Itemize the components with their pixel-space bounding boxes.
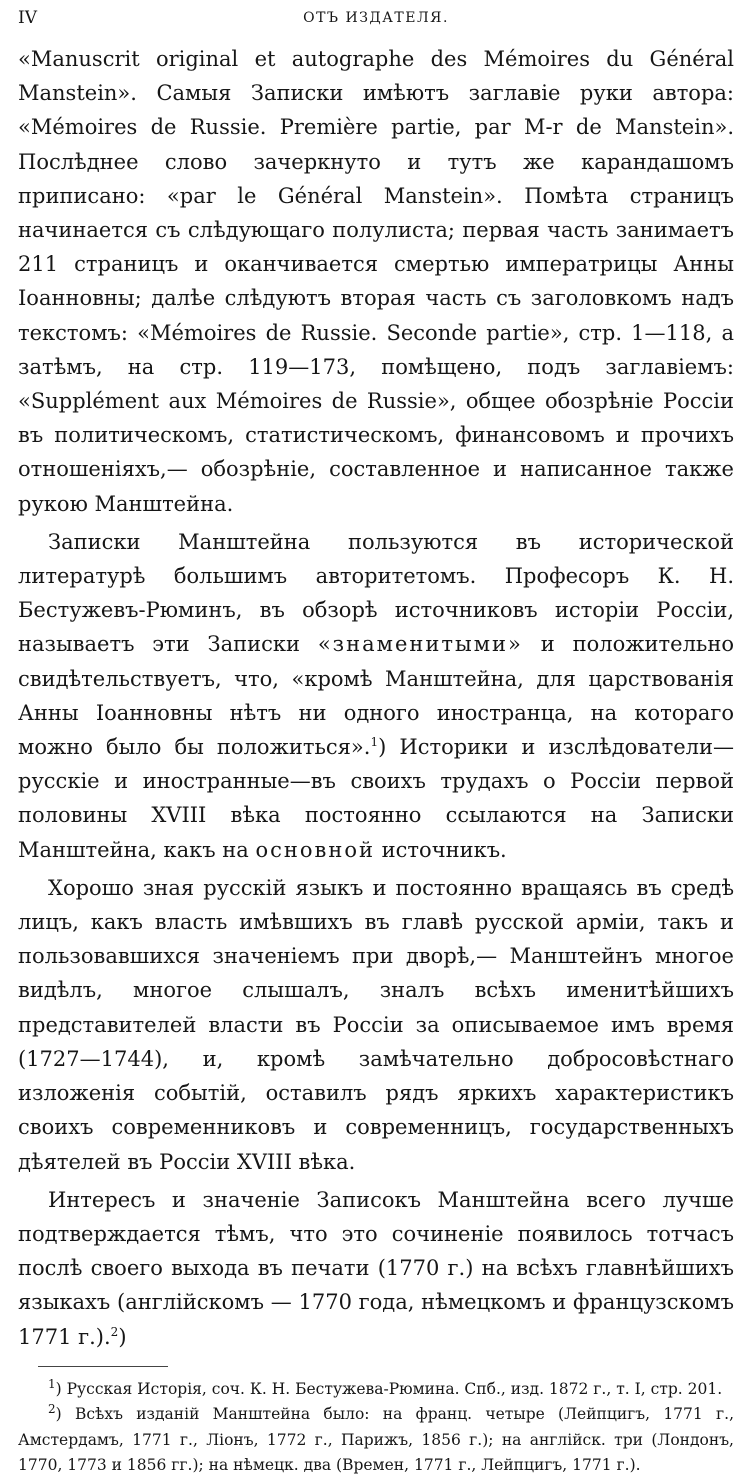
paragraph-4: Интересъ и значеніе Записокъ Манштейна всего лучше подтверждается тѣмъ, что это сочиненіе появилось тотчасъ послѣ своего выхода въ печати (1770 г.) на всѣхъ главнѣйшихъ языкахъ (англійскомъ — 1770 года, нѣмецкомъ и французскомъ 1771 г.).$^2$)	[18, 1187, 734, 1349]
footnote-divider	[38, 1366, 168, 1367]
paragraph-2-part-f: источникъ.	[381, 837, 507, 862]
paragraph-1: «Manuscrit original et autographe des Mémoires du Général Manstein». Самыя Записки имѣютъ заглавіе руки автора: «Mémoires de Russie. Première partie, par M-r de Manstein». Послѣднее слово зачеркнуто и тутъ же карандашомъ приписано: «par le Général Manstein». Помѣта страницъ начинается съ слѣдующаго полулиста; первая часть занимаетъ 211 страницъ и оканчивается смертью императрицы Анны Іоанновны; далѣе слѣдуютъ вторая часть съ заголовкомъ надъ текстомъ: «Mémoires de Russie. Seconde partie», стр. 1—118, а затѣмъ, на стр. 119—173, помѣщено, подъ заглавіемъ: «Supplément aux Mémoires de Russie», общее обозрѣніе Россіи въ политическомъ, статистическомъ, финансовомъ и прочихъ отношеніяхъ,— обозрѣніе, составленное и написанное также рукою Манштейна.	[18, 47, 734, 516]
footnotes	[18, 1377, 734, 1479]
page-header	[18, 0, 734, 42]
emphasis-famous: «знаменитыми»	[317, 632, 523, 657]
footnote-1: $^1$) Русская Исторія, соч. К. Н. Бестужева-Рюмина. Спб., изд. 1872 г., т. I, стр. 201.	[48, 1376, 723, 1398]
emphasis-main: основной	[255, 837, 375, 862]
paragraph-3: Хорошо зная русскій языкъ и постоянно вращаясь въ средѣ лицъ, какъ власть имѣвшихъ въ главѣ русской арміи, такъ и пользовавшихся значеніемъ при дворѣ,— Манштейнъ многое видѣлъ, многое слышалъ, зналъ всѣхъ именитѣйшихъ представителей власти въ Россіи за описываемое имъ время (1727—1744), и, кромѣ замѣчательно добросовѣстнаго изложенія событій, оставилъ рядъ яркихъ характеристикъ своихъ современниковъ и современницъ, государственныхъ дѣятелей въ Россіи XVIII вѣка.	[18, 875, 734, 1174]
footnote-ref-2: 2	[110, 1324, 119, 1339]
footnote-2-text: Всѣхъ изданій Манштейна было: на франц. четыре (Лейпцигъ, 1771 г., Амстердамъ, 1771 г., Ліонъ, 1772 г., Парижъ, 1856 г.); на англійск. три (Лондонъ, 1770, 1773 и 1856 гг.); на нѣмецк. два (Времен, 1771 г., Лейпцигъ, 1771 г.).	[18, 1405, 734, 1475]
footnote-ref-1: 1	[370, 735, 379, 750]
paragraph-2: Записки Манштейна пользуются въ исторической литературѣ большимъ авторитетомъ. Професоръ К. Н. Бестужевъ-Рюминъ, въ обзорѣ источниковъ исторіи Россіи, называетъ эти Записки «знаменитыми» и положительно свидѣтельствуетъ, что, «кромѣ Манштейна, для царствованія Анны Іоанновны нѣтъ ни одного иностранца, на котораго можно было бы положиться».$^1$) Историки и изслѣдователи—русскіе и иностранные—въ своихъ трудахъ о Россіи первой половины XVIII вѣка постоянно ссылаются на Записки Манштейна, какъ на основной источникъ.	[18, 529, 734, 862]
paragraph-2-part-a: Записки Манштейна пользуются въ исторической литературѣ большимъ авторитетомъ. Професоръ К. Н. Бестужевъ-Рюминъ, въ обзорѣ источниковъ исторіи Россіи, называетъ эти Записки	[18, 529, 734, 657]
paragraph-2-part-c: и положительно свидѣтельствуетъ, что, «кромѣ Манштейна, для царствованія Анны Іоанновны нѣтъ ни одного иностранца, на котораго можно было бы положиться».	[18, 632, 734, 760]
paragraph-4-text: Интересъ и значеніе Записокъ Манштейна всего лучше подтверждается тѣмъ, что это сочиненіе появилось тотчасъ послѣ своего выхода въ печати (1770 г.) на всѣхъ главнѣйшихъ языкахъ (англійскомъ — 1770 года, нѣмецкомъ и французскомъ 1771 г.).	[18, 1187, 734, 1349]
footnote-1-text: Русская Исторія, соч. К. Н. Бестужева-Рюмина. Спб., изд. 1872 г., т. I, стр. 201.	[66, 1379, 723, 1398]
page-number: IV	[18, 8, 37, 28]
running-title: ОТЪ ИЗДАТЕЛЯ.	[303, 10, 449, 26]
footnote-2: $^2$) Всѣхъ изданій Манштейна было: на франц. четыре (Лейпцигъ, 1771 г., Амстердамъ, 1771 г., Ліонъ, 1772 г., Парижъ, 1856 г.); на англійск. три (Лондонъ, 1770, 1773 и 1856 гг.); на нѣмецк. два (Времен, 1771 г., Лейпцигъ, 1771 г.).	[18, 1402, 734, 1475]
body-text	[18, 42, 734, 1354]
paragraph-2-part-d: Историки и изслѣдователи—русскіе и иностранные—въ своихъ трудахъ о Россіи первой половины XVIII вѣка постоянно ссылаются на Записки Манштейна, какъ на	[18, 735, 734, 862]
footnote-1-mark: 1	[48, 1376, 56, 1391]
footnote-2-mark: 2	[48, 1402, 56, 1417]
